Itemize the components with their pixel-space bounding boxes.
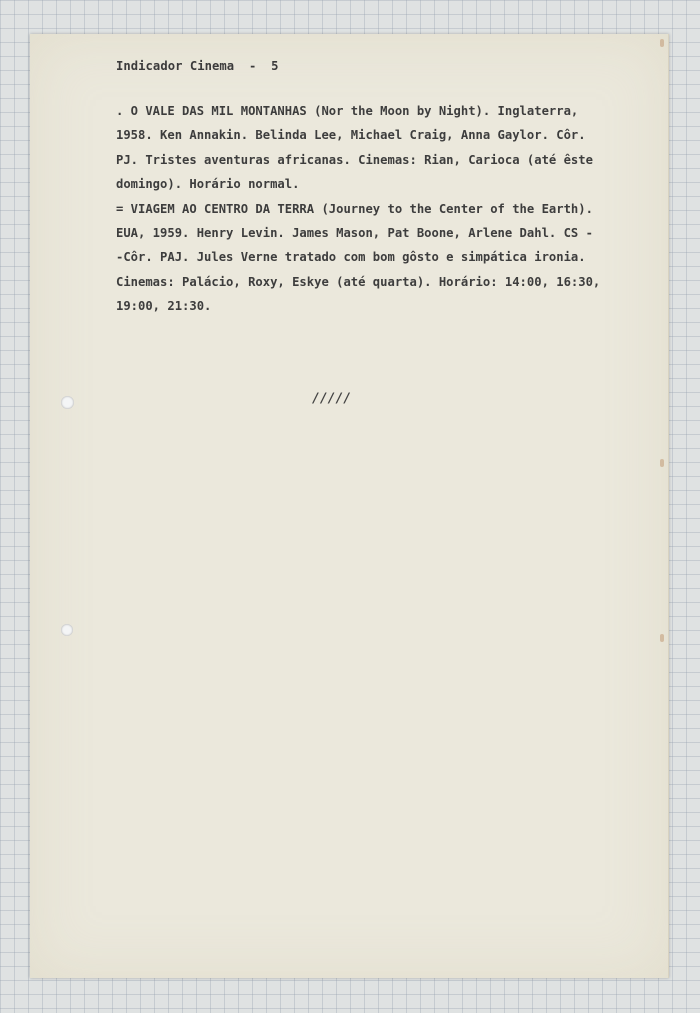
text-line: 1958. Ken Annakin. Belinda Lee, Michael Craig, Anna Gaylor. Côr. (116, 128, 586, 143)
text-line: 19:00, 21:30. (116, 299, 212, 314)
typewritten-page (30, 34, 669, 978)
end-mark: ///// (312, 391, 352, 406)
text-line: EUA, 1959. Henry Levin. James Mason, Pat Boone, Arlene Dahl. CS - (116, 225, 593, 240)
punch-hole-lower (61, 624, 73, 636)
text-line: PJ. Tristes aventuras africanas. Cinemas: Rian, Carioca (até êste (116, 152, 593, 167)
text-line: domingo). Horário normal. (116, 177, 300, 192)
text-line: = VIAGEM AO CENTRO DA TERRA (Journey to the Center of the Earth). (116, 201, 593, 216)
edge-stain (660, 39, 664, 47)
page-header: Indicador Cinema - 5 (116, 59, 279, 73)
review-text-block (116, 99, 600, 319)
edge-stain (660, 634, 664, 642)
text-line: -Côr. PAJ. Jules Verne tratado com bom gôsto e simpática ironia. (116, 250, 586, 265)
text-line: Cinemas: Palácio, Roxy, Eskye (até quarta). Horário: 14:00, 16:30, (116, 274, 601, 289)
text-line: . O VALE DAS MIL MONTANHAS (Nor the Moon by Night). Inglaterra, (116, 104, 579, 118)
edge-stain (660, 459, 664, 467)
punch-hole-upper (61, 396, 74, 409)
